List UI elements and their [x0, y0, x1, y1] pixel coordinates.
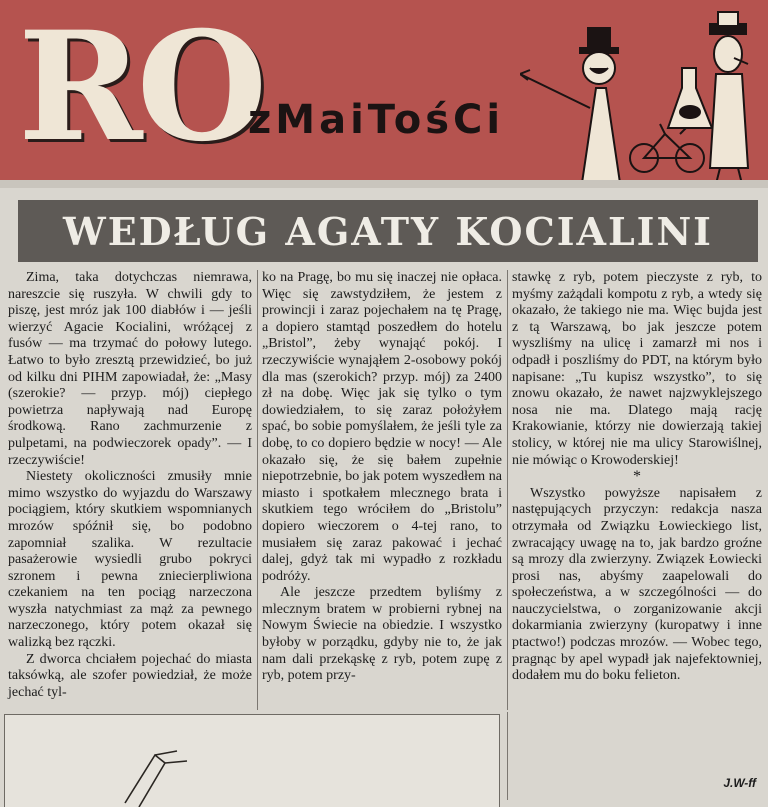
article-headline: WEDŁUG AGATY KOCIALINI — [63, 208, 713, 254]
article-column-1 — [8, 270, 252, 701]
next-article-box — [4, 714, 500, 807]
column-rule — [507, 270, 508, 710]
article-column-3 — [512, 270, 762, 685]
paragraph: Wszystko powyższe napisałem z następujących przyczyn: redakcja nasza otrzymała od Związku Łowieckiego list, zwracający uwagę na to, jak bardzo groźne są mrozy dla zwierzyny. Związek Łowiecki prosi nas, abyśmy zaapelowali do społeczeństwa, a w szczególności — do nauczycielstwa, o zorganizowanie akcji dokarmiania zwierzyny (kuropatwy i inne ptactwo!) podczas mrozów. — Wobec tego, pragnąc by apel wypadł jak najefektowniej, dodałem mu do boku felieton. — [512, 485, 762, 684]
paragraph: Ale jeszcze przedtem byliśmy z mlecznym bratem w probierni rybnej na Nowym Świecie na obiedzie. I wszystko byłoby w porządku, gdyby nie to, że jak nam dali przekąskę z ryb, potem zupę z ryb, potem przy- — [262, 585, 502, 684]
masthead-logo: RO — [18, 0, 262, 175]
section-separator: * — [633, 468, 641, 486]
article-column-2 — [262, 270, 502, 685]
paragraph: stawkę z ryb, potem pieczyste z ryb, to myśmy zażądali kompotu z ryb, a wtedy się okazało, że takiego nie ma. Więc bujda jest z tą Warszawą, bo jak jeszcze potem wyszliśmy na ulicę i zamarzł mi nos i odpadł i poszliśmy do PDT, na którym było napisane: „Tu kupisz wszystko”, to się znowu okazało, że nawet najzwyklejszego nosa nie ma. Dlatego mają rację Krakowianie, którzy nie dowierzają takiej stolicy, w której nie ma ulicy Starowiślnej, nie mówiąc o Krowoderskiej! — [512, 270, 762, 468]
line-sketch — [5, 715, 499, 807]
paragraph: Z dworca chciałem pojechać do miasta taksówką, ale szofer powiedział, że może jechać tyl- — [8, 651, 252, 700]
paragraph: Niestety okoliczności zmusiły mnie mimo wszystko do wyjazdu do Warszawy pociągiem, który skutkiem wspomnianych mrozów spóźnił się, bo podobno zapomniał szalika. W rezultacie pasażerowie wysiedli grubo pokryci szronem i pewna zniecierpliwiona czekaniem na ten pociąg narzeczona wyszła natychmiast za mąż za pewnego narzeczonego, który potem okazał się walizką bez rączki. — [8, 469, 252, 651]
banner-divider — [0, 180, 768, 188]
author-signature: J.W-ff — [723, 776, 756, 790]
paragraph: ko na Pragę, bo mu się inaczej nie opłaca. Więc się zawstydziłem, że jestem z prowincji i zaraz pojechałem na tę Pragę, a dopiero stamtąd poszedłem do hotelu „Bristol”, żeby wynająć pokój. I rzeczywiście wynająłem 2-osobowy pokój dla mas (szerokich? przyp. mój) za 2400 zł na dobę. Więc jak się tylko o tym dowiedziałem, to się zaraz położyłem spać, bo sobie pomyślałem, że jeśli tyle za dobę, to co dopiero będzie w nocy! — Ale okazało się, że się bałem zupełnie niepotrzebnie, bo jak potem wyszedłem na miasto i spotkałem mlecznego brata i skutkiem tego wróciłem do „Bristolu” dopiero wieczorem o 4-tej rano, to musiałem się zaraz pakować i jechać dalej, gdyż tak mi wypadło z rozkładu podróży. — [262, 270, 502, 584]
paragraph: Zima, taka dotychczas niemrawa, nareszcie się ruszyła. W chwili gdy to piszę, jest mróz jak 100 diabłów i — jeśli wierzyć Agacie Kocialini, wróżącej z fusów — ma trzymać do połowy lutego. Łatwo to było zresztą przewidzieć, bo już od kilku dni PIHM zapowiadał, że: „Masy (szerokie? — przyp. mój) ciepłego powietrza napływają nad Europę środkową. Rano zachmurzenie z pulpetami, na podwieczorek opady”. — I rzeczywiście! — [8, 270, 252, 468]
column-rule — [257, 270, 258, 710]
masthead-illustration — [520, 8, 768, 184]
column-rule — [507, 712, 508, 800]
headline-bar — [18, 200, 758, 262]
bicycle-sketch — [630, 124, 704, 172]
masthead-logo-subtitle: zMaiTośCi — [248, 97, 505, 143]
masthead-banner — [0, 0, 768, 188]
cartoon-figure-pointing — [520, 28, 620, 183]
